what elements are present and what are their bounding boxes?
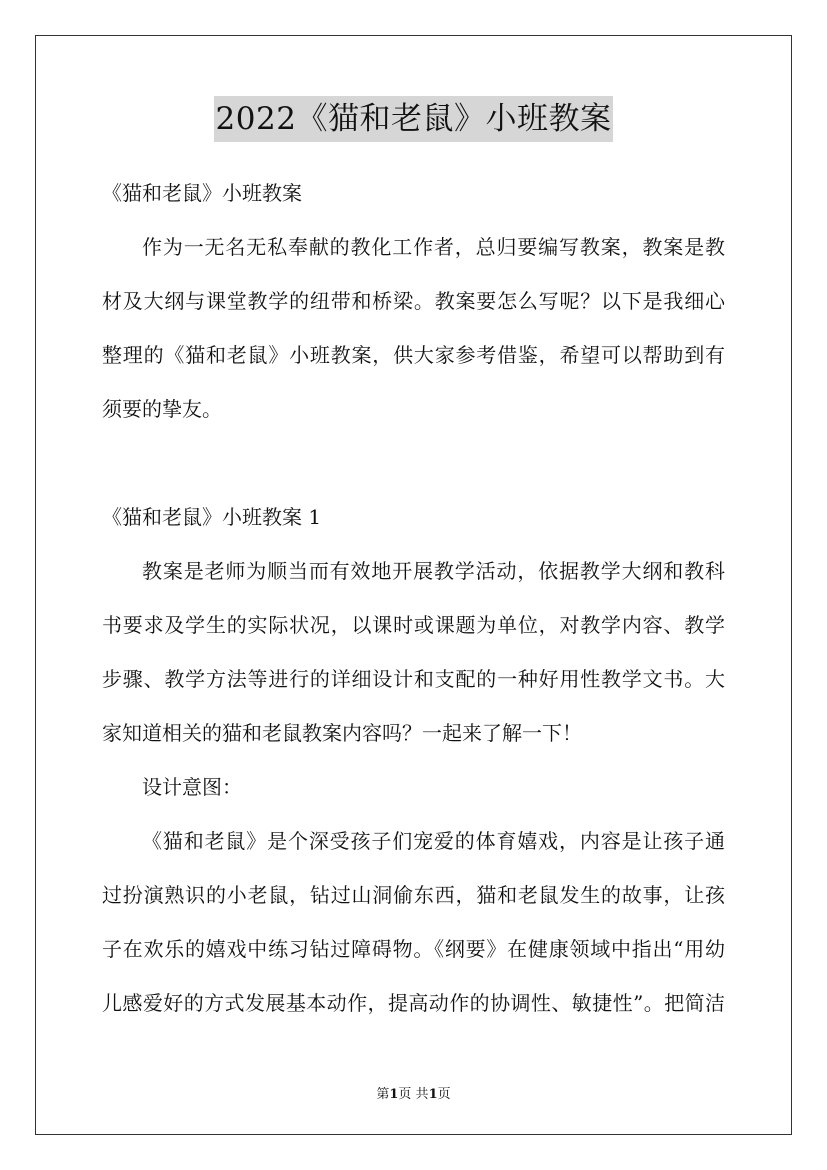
- footer-prefix: 第: [376, 1087, 390, 1102]
- paragraph-line: 须要的挚友。: [102, 397, 222, 421]
- paragraph-line: 整理的《猫和老鼠》小班教案，供大家参考借鉴，希望可以帮助到有: [102, 343, 725, 367]
- footer-page-number: 1: [389, 1087, 399, 1102]
- paragraph-line: 作为一无名无私奉献的教化工作者，总归要编写教案，教案是教: [142, 235, 725, 259]
- page-title: 2022《猫和老鼠》小班教案: [214, 96, 614, 142]
- title-container: [0, 96, 827, 142]
- paragraph-line: 材及大纲与课堂教学的纽带和桥梁。教案要怎么写呢？以下是我细心: [102, 289, 725, 313]
- blank-line: [102, 440, 725, 494]
- footer-mid: 页 共: [398, 1087, 429, 1102]
- paragraph-line: 子在欢乐的嬉戏中练习钻过障碍物。《纲要》在健康领域中指出“用幼: [102, 937, 725, 961]
- section-heading: 《猫和老鼠》小班教案 1: [102, 505, 322, 529]
- paragraph-line: 步骤、教学方法等进行的详细设计和支配的一种好用性教学文书。大: [102, 667, 725, 691]
- document-body: [102, 170, 725, 1034]
- paragraph-line: 儿感爱好的方式发展基本动作，提高动作的协调性、敏捷性”。把简洁: [102, 991, 725, 1015]
- paragraph-line: 过扮演熟识的小老鼠，钻过山洞偷东西，猫和老鼠发生的故事，让孩: [102, 883, 725, 907]
- paragraph-line: 《猫和老鼠》是个深受孩子们宠爱的体育嬉戏，内容是让孩子通: [142, 829, 725, 853]
- paragraph-line: 书要求及学生的实际状况，以课时或课题为单位，对教学内容、教学: [102, 613, 725, 637]
- paragraph-line: 家知道相关的猫和老鼠教案内容吗？一起来了解一下！: [102, 721, 582, 745]
- footer-total-pages: 1: [428, 1087, 438, 1102]
- subtitle: 《猫和老鼠》小班教案: [102, 181, 302, 205]
- page-footer: [0, 1083, 827, 1102]
- paragraph-line: 教案是老师为顺当而有效地开展教学活动，依据教学大纲和教科: [142, 559, 725, 583]
- design-heading: 设计意图：: [142, 775, 242, 799]
- footer-suffix: 页: [437, 1087, 451, 1102]
